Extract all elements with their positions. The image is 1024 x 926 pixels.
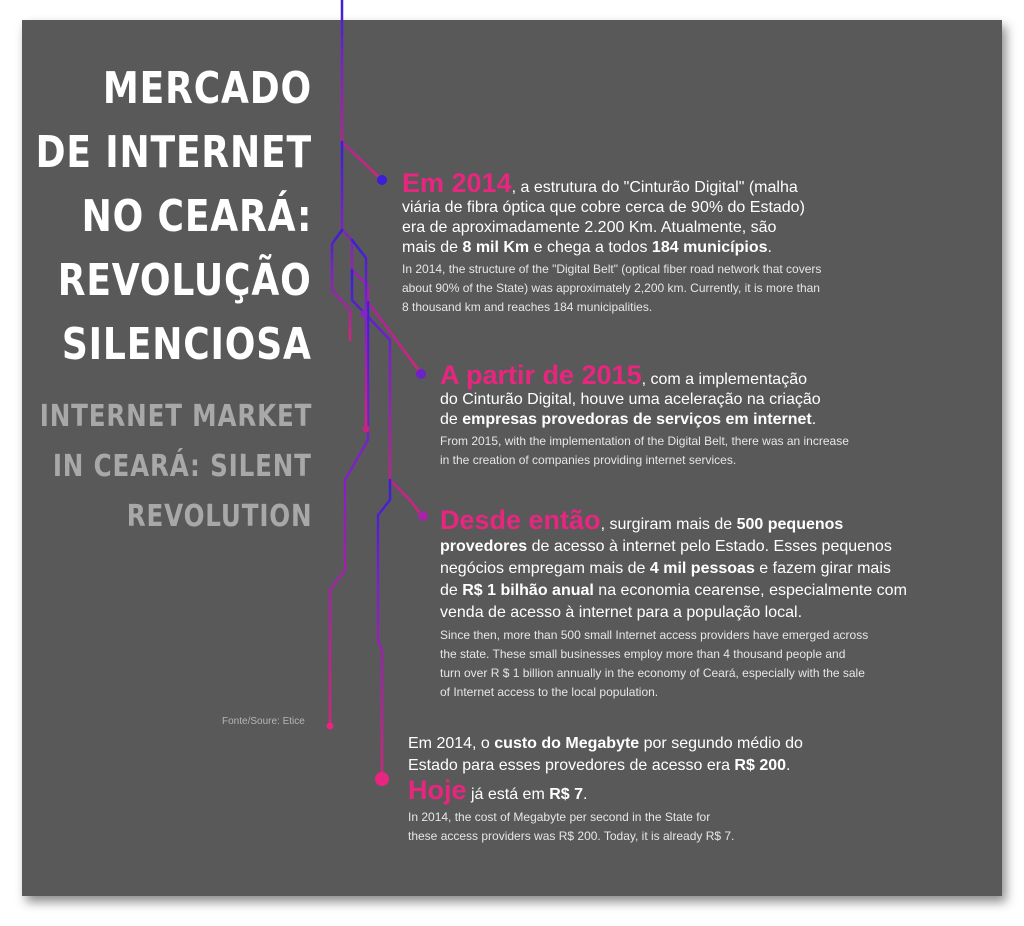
title-pt-line-3: NO CEARÁ: <box>81 191 312 242</box>
source-note: Fonte/Soure: Etice <box>222 716 305 727</box>
line-stub <box>352 240 366 428</box>
block4-l3b: R$ 7 <box>549 786 584 803</box>
block1-l4a: mais de <box>402 239 463 256</box>
block3-l4c: na economia cearense, especialmente com <box>593 582 907 599</box>
block3-l1: , surgiram mais de <box>600 516 737 533</box>
block3-l2: de acesso à internet pelo Estado. Esses pequenos <box>527 538 892 555</box>
block4-l2c: . <box>786 757 791 774</box>
block-2015 <box>440 362 980 470</box>
node-source <box>327 723 334 730</box>
block4-highlight: Hoje <box>408 775 467 805</box>
title-pt-line-4: REVOLUÇÃO <box>58 255 312 306</box>
block4-pt <box>408 733 968 806</box>
block4-l1b: custo do Megabyte <box>494 735 640 752</box>
title-pt-line-1: MERCADO <box>102 63 312 114</box>
node-stub-2 <box>361 311 368 318</box>
block2-en-l1: From 2015, with the implementation of the Digital Belt, there was an increase <box>440 434 849 448</box>
title-en-line-3: REVOLUTION <box>126 499 312 534</box>
block4-en <box>408 808 968 846</box>
block4-en-l1: In 2014, the cost of Megabyte per second in the State for <box>408 810 711 824</box>
block1-highlight: Em 2014 <box>402 168 512 198</box>
block2-en-l2: in the creation of companies providing internet services. <box>440 453 737 467</box>
line-to-block4 <box>378 480 390 778</box>
block2-l3a: de <box>440 411 463 428</box>
block-desde-entao <box>440 507 1000 702</box>
block2-l3c: . <box>811 411 817 428</box>
block3-en-l3: turn over R $ 1 billion annually in the economy of Ceará, especially with the sale <box>440 666 865 680</box>
block2-en <box>440 432 980 470</box>
block-2014 <box>402 170 962 317</box>
block4-l3c: . <box>583 786 588 803</box>
block3-en-l4: of Internet access to the local population. <box>440 685 659 699</box>
block4-l1a: Em 2014, o <box>408 735 495 752</box>
block4-en-l2: these access providers was R$ 200. Today, it is already R$ 7. <box>408 829 735 843</box>
title-en-line-1: INTERNET MARKET <box>39 399 312 434</box>
block1-l1: , a estrutura do "Cinturão Digital" (malha <box>511 179 798 196</box>
block3-l3a: negócios empregam mais de <box>440 560 650 577</box>
line-stub-2 <box>332 230 350 340</box>
node-block2 <box>416 369 426 379</box>
block3-l5: venda de acesso à internet para a população local. <box>440 604 803 621</box>
node-block3 <box>418 511 428 521</box>
block3-l4b: R$ 1 bilhão anual <box>462 582 594 599</box>
block1-en <box>402 260 962 317</box>
block3-en-l1: Since then, more than 500 small Internet access providers have emerged across <box>440 628 869 642</box>
block3-l1b: 500 pequenos <box>736 516 844 533</box>
title-pt-line-2: DE INTERNET <box>35 127 312 178</box>
block3-l3b: 4 mil pessoas <box>649 560 755 577</box>
block-megabyte-cost <box>408 733 968 846</box>
block3-l3c: e fazem girar mais <box>754 560 891 577</box>
block2-l1: , com a implementação <box>641 371 807 388</box>
node-block1 <box>377 175 387 185</box>
node-stub <box>363 426 370 433</box>
block2-l3b: empresas provedoras de serviços em internet <box>462 411 812 428</box>
block4-l2a: Estado para esses provedores de acesso era <box>408 757 735 774</box>
block1-l4b: 8 mil Km <box>462 239 530 256</box>
block1-l2: viária de fibra óptica que cobre cerca de 90% do Estado) <box>402 199 805 216</box>
title-en-line-2: IN CEARÁ: SILENT <box>53 449 312 484</box>
block3-l2b: provedores <box>440 538 528 555</box>
line-to-source <box>330 302 368 726</box>
line-to-block1 <box>342 0 382 180</box>
block1-en-l2: about 90% of the State) was approximately 2,200 km. Currently, it is more than <box>402 281 820 295</box>
block3-pt <box>440 507 1000 624</box>
block3-en <box>440 626 1000 702</box>
block3-l4a: de <box>440 582 463 599</box>
block1-pt <box>402 170 962 258</box>
block4-l2b: R$ 200 <box>734 757 787 774</box>
block3-highlight: Desde então <box>440 505 601 535</box>
block2-highlight: A partir de 2015 <box>440 360 642 390</box>
block2-l2: do Cinturão Digital, houve uma aceleração na criação <box>440 391 821 408</box>
block3-en-l2: the state. These small businesses employ more than 4 thousand people and <box>440 647 846 661</box>
block4-l3a: já está em <box>466 786 550 803</box>
block1-l4e: . <box>767 239 772 256</box>
block1-en-l3: 8 thousand km and reaches 184 municipalities. <box>402 300 653 314</box>
title-pt-line-5: SILENCIOSA <box>62 319 312 370</box>
block2-pt <box>440 362 980 430</box>
block1-l4c: e chega a todos <box>529 239 652 256</box>
block1-l4d: 184 municípios <box>651 239 768 256</box>
node-block4 <box>375 772 389 786</box>
block4-l1c: por segundo médio do <box>639 735 803 752</box>
block1-en-l1: In 2014, the structure of the "Digital Belt" (optical fiber road network that covers <box>402 262 822 276</box>
block1-l3: era de aproximadamente 2.200 Km. Atualmente, são <box>402 219 777 236</box>
